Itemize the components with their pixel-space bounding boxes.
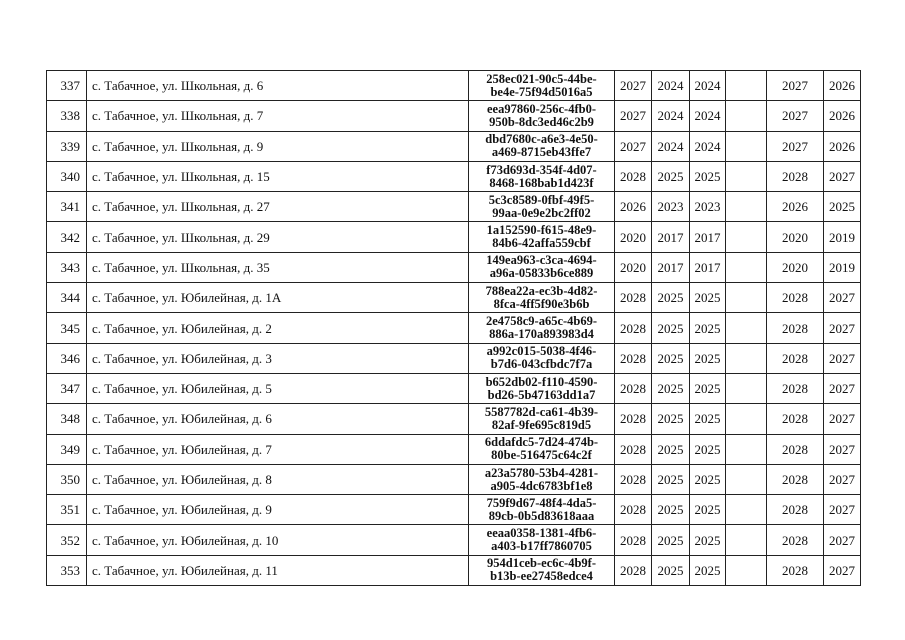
year-cell-4 <box>726 404 767 434</box>
row-number: 350 <box>47 464 87 494</box>
fias-guid-cell <box>469 434 615 464</box>
table-row <box>47 404 861 434</box>
year-cell-6: 2027 <box>824 495 861 525</box>
fias-guid-cell <box>469 252 615 282</box>
year-cell-2: 2025 <box>652 495 690 525</box>
building-registry-table <box>46 70 861 586</box>
year-cell-1: 2028 <box>615 525 652 555</box>
fias-guid-cell <box>469 283 615 313</box>
table-row <box>47 343 861 373</box>
year-cell-5: 2028 <box>767 404 824 434</box>
year-cell-3: 2025 <box>690 343 726 373</box>
year-cell-2: 2024 <box>652 131 690 161</box>
guid-line: 2e4758c9-a65c-4b69- <box>485 314 598 329</box>
year-cell-3: 2025 <box>690 464 726 494</box>
year-cell-5: 2028 <box>767 373 824 403</box>
row-number: 348 <box>47 404 87 434</box>
year-cell-2: 2025 <box>652 373 690 403</box>
fias-guid-cell <box>469 525 615 555</box>
guid-line: 82af-9fe695c819d5 <box>491 417 592 432</box>
year-cell-3: 2025 <box>690 161 726 191</box>
year-cell-3: 2025 <box>690 495 726 525</box>
year-cell-3: 2024 <box>690 71 726 101</box>
year-cell-6: 2027 <box>824 555 861 585</box>
year-cell-1: 2028 <box>615 495 652 525</box>
table-row <box>47 313 861 343</box>
fias-guid-cell <box>469 404 615 434</box>
address-cell: с. Табачное, ул. Школьная, д. 7 <box>87 101 469 131</box>
year-cell-5: 2026 <box>767 192 824 222</box>
guid-line: b7d6-043cfbdc7f7a <box>490 357 593 372</box>
year-cell-1: 2026 <box>615 192 652 222</box>
year-cell-4 <box>726 131 767 161</box>
year-cell-6: 2027 <box>824 313 861 343</box>
row-number: 352 <box>47 525 87 555</box>
year-cell-3: 2025 <box>690 434 726 464</box>
table-row <box>47 373 861 403</box>
guid-line: 954d1ceb-ec6c-4b9f- <box>487 556 596 571</box>
year-cell-3: 2025 <box>690 283 726 313</box>
year-cell-6: 2027 <box>824 404 861 434</box>
guid-line: a23a5780-53b4-4281- <box>484 465 599 480</box>
fias-guid-cell <box>469 161 615 191</box>
year-cell-3: 2023 <box>690 192 726 222</box>
year-cell-4 <box>726 464 767 494</box>
fias-guid-cell <box>469 192 615 222</box>
row-number: 339 <box>47 131 87 161</box>
row-number: 345 <box>47 313 87 343</box>
guid-line: 8468-168bab1d423f <box>489 175 594 190</box>
row-number: 353 <box>47 555 87 585</box>
year-cell-6: 2027 <box>824 373 861 403</box>
year-cell-6: 2027 <box>824 464 861 494</box>
address-cell: с. Табачное, ул. Школьная, д. 9 <box>87 131 469 161</box>
year-cell-4 <box>726 313 767 343</box>
address-cell: с. Табачное, ул. Юбилейная, д. 11 <box>87 555 469 585</box>
guid-line: dbd7680c-a6e3-4e50- <box>485 132 598 147</box>
year-cell-1: 2028 <box>615 161 652 191</box>
fias-guid-cell <box>469 373 615 403</box>
year-cell-6: 2019 <box>824 252 861 282</box>
year-cell-2: 2025 <box>652 525 690 555</box>
year-cell-6: 2025 <box>824 192 861 222</box>
year-cell-5: 2028 <box>767 161 824 191</box>
year-cell-5: 2020 <box>767 252 824 282</box>
fias-guid-cell <box>469 343 615 373</box>
address-cell: с. Табачное, ул. Школьная, д. 35 <box>87 252 469 282</box>
table-row <box>47 434 861 464</box>
table-row <box>47 161 861 191</box>
year-cell-5: 2027 <box>767 131 824 161</box>
row-number: 344 <box>47 283 87 313</box>
year-cell-4 <box>726 252 767 282</box>
year-cell-3: 2017 <box>690 222 726 252</box>
year-cell-3: 2025 <box>690 404 726 434</box>
table-row <box>47 283 861 313</box>
year-cell-4 <box>726 555 767 585</box>
year-cell-1: 2028 <box>615 343 652 373</box>
year-cell-4 <box>726 101 767 131</box>
guid-line: 950b-8dc3ed46c2b9 <box>489 114 594 129</box>
year-cell-4 <box>726 192 767 222</box>
guid-line: f73d693d-354f-4d07- <box>486 162 597 177</box>
year-cell-2: 2025 <box>652 161 690 191</box>
year-cell-2: 2025 <box>652 464 690 494</box>
year-cell-3: 2024 <box>690 131 726 161</box>
year-cell-5: 2020 <box>767 222 824 252</box>
guid-line: be4e-75f94d5016a5 <box>490 84 593 99</box>
address-cell: с. Табачное, ул. Юбилейная, д. 1А <box>87 283 469 313</box>
address-cell: с. Табачное, ул. Школьная, д. 15 <box>87 161 469 191</box>
guid-line: 5c3c8589-0fbf-49f5- <box>488 192 595 207</box>
row-number: 340 <box>47 161 87 191</box>
guid-line: a96a-05833b6ce889 <box>489 266 594 281</box>
row-number: 346 <box>47 343 87 373</box>
fias-guid-cell <box>469 495 615 525</box>
row-number: 349 <box>47 434 87 464</box>
address-cell: с. Табачное, ул. Юбилейная, д. 6 <box>87 404 469 434</box>
year-cell-2: 2025 <box>652 434 690 464</box>
table-row <box>47 222 861 252</box>
year-cell-4 <box>726 525 767 555</box>
year-cell-4 <box>726 434 767 464</box>
year-cell-2: 2025 <box>652 283 690 313</box>
table-body <box>47 71 861 586</box>
year-cell-5: 2028 <box>767 464 824 494</box>
guid-line: 99aa-0e9e2bc2ff02 <box>492 205 591 220</box>
row-number: 342 <box>47 222 87 252</box>
guid-line: 6ddafdc5-7d24-474b- <box>484 435 599 450</box>
year-cell-2: 2025 <box>652 343 690 373</box>
guid-line: 80be-516475c64c2f <box>491 448 592 463</box>
year-cell-5: 2028 <box>767 343 824 373</box>
year-cell-3: 2025 <box>690 313 726 343</box>
year-cell-1: 2027 <box>615 101 652 131</box>
address-cell: с. Табачное, ул. Юбилейная, д. 2 <box>87 313 469 343</box>
address-cell: с. Табачное, ул. Юбилейная, д. 7 <box>87 434 469 464</box>
table-row <box>47 71 861 101</box>
year-cell-4 <box>726 71 767 101</box>
fias-guid-cell <box>469 71 615 101</box>
year-cell-5: 2028 <box>767 434 824 464</box>
year-cell-1: 2028 <box>615 404 652 434</box>
year-cell-6: 2026 <box>824 101 861 131</box>
address-cell: с. Табачное, ул. Юбилейная, д. 8 <box>87 464 469 494</box>
year-cell-1: 2028 <box>615 464 652 494</box>
year-cell-2: 2017 <box>652 222 690 252</box>
table-row <box>47 495 861 525</box>
row-number: 351 <box>47 495 87 525</box>
year-cell-1: 2020 <box>615 222 652 252</box>
address-cell: с. Табачное, ул. Школьная, д. 29 <box>87 222 469 252</box>
table-row <box>47 252 861 282</box>
year-cell-4 <box>726 373 767 403</box>
year-cell-3: 2024 <box>690 101 726 131</box>
guid-line: b13b-ee27458edce4 <box>490 569 593 584</box>
year-cell-2: 2025 <box>652 555 690 585</box>
year-cell-4 <box>726 495 767 525</box>
year-cell-1: 2028 <box>615 555 652 585</box>
year-cell-6: 2026 <box>824 131 861 161</box>
year-cell-4 <box>726 343 767 373</box>
table-row <box>47 192 861 222</box>
year-cell-1: 2028 <box>615 434 652 464</box>
guid-line: 89cb-0b5d83618aaa <box>488 508 595 523</box>
guid-line: 8fca-4ff5f90e3b6b <box>493 296 590 311</box>
guid-line: 1a152590-f615-48e9- <box>486 223 597 238</box>
table-row <box>47 131 861 161</box>
year-cell-4 <box>726 222 767 252</box>
year-cell-1: 2028 <box>615 313 652 343</box>
fias-guid-cell <box>469 555 615 585</box>
guid-line: a403-b17ff7860705 <box>491 539 592 554</box>
year-cell-2: 2024 <box>652 101 690 131</box>
year-cell-3: 2025 <box>690 555 726 585</box>
fias-guid-cell <box>469 222 615 252</box>
fias-guid-cell <box>469 131 615 161</box>
table-row <box>47 525 861 555</box>
address-cell: с. Табачное, ул. Школьная, д. 27 <box>87 192 469 222</box>
guid-line: a992c015-5038-4f46- <box>486 344 597 359</box>
year-cell-5: 2028 <box>767 525 824 555</box>
row-number: 347 <box>47 373 87 403</box>
year-cell-6: 2027 <box>824 283 861 313</box>
guid-line: bd26-5b47163dd1a7 <box>487 387 596 402</box>
year-cell-6: 2027 <box>824 343 861 373</box>
year-cell-6: 2026 <box>824 71 861 101</box>
year-cell-5: 2027 <box>767 101 824 131</box>
year-cell-6: 2027 <box>824 525 861 555</box>
fias-guid-cell <box>469 464 615 494</box>
year-cell-2: 2017 <box>652 252 690 282</box>
year-cell-3: 2017 <box>690 252 726 282</box>
year-cell-1: 2020 <box>615 252 652 282</box>
year-cell-1: 2028 <box>615 283 652 313</box>
table-row <box>47 101 861 131</box>
address-cell: с. Табачное, ул. Юбилейная, д. 10 <box>87 525 469 555</box>
guid-line: a905-4dc6783bf1e8 <box>490 478 593 493</box>
fias-guid-cell <box>469 101 615 131</box>
address-cell: с. Табачное, ул. Юбилейная, д. 9 <box>87 495 469 525</box>
guid-line: 258ec021-90c5-44be- <box>486 71 597 86</box>
table-row <box>47 464 861 494</box>
year-cell-3: 2025 <box>690 373 726 403</box>
fias-guid-cell <box>469 313 615 343</box>
guid-line: 759f9d67-48f4-4da5- <box>486 495 597 510</box>
year-cell-1: 2027 <box>615 71 652 101</box>
guid-line: eeaa0358-1381-4fb6- <box>486 526 597 541</box>
year-cell-2: 2023 <box>652 192 690 222</box>
guid-line: 886a-170a893983d4 <box>489 327 594 342</box>
guid-line: a469-8715eb43ffe7 <box>491 145 592 160</box>
row-number: 338 <box>47 101 87 131</box>
year-cell-6: 2027 <box>824 434 861 464</box>
row-number: 343 <box>47 252 87 282</box>
year-cell-5: 2027 <box>767 71 824 101</box>
year-cell-3: 2025 <box>690 525 726 555</box>
guid-line: 149ea963-c3ca-4694- <box>486 253 597 268</box>
year-cell-5: 2028 <box>767 495 824 525</box>
address-cell: с. Табачное, ул. Юбилейная, д. 3 <box>87 343 469 373</box>
guid-line: b652db02-f110-4590- <box>485 374 598 389</box>
year-cell-1: 2028 <box>615 373 652 403</box>
year-cell-2: 2024 <box>652 71 690 101</box>
year-cell-6: 2027 <box>824 161 861 191</box>
row-number: 337 <box>47 71 87 101</box>
year-cell-4 <box>726 283 767 313</box>
guid-line: eea97860-256c-4fb0- <box>487 101 596 116</box>
year-cell-2: 2025 <box>652 404 690 434</box>
guid-line: 84b6-42affa559cbf <box>492 236 591 251</box>
guid-line: 5587782d-ca61-4b39- <box>484 404 599 419</box>
table-row <box>47 555 861 585</box>
year-cell-1: 2027 <box>615 131 652 161</box>
year-cell-5: 2028 <box>767 555 824 585</box>
address-cell: с. Табачное, ул. Школьная, д. 6 <box>87 71 469 101</box>
year-cell-2: 2025 <box>652 313 690 343</box>
year-cell-4 <box>726 161 767 191</box>
address-cell: с. Табачное, ул. Юбилейная, д. 5 <box>87 373 469 403</box>
year-cell-6: 2019 <box>824 222 861 252</box>
year-cell-5: 2028 <box>767 313 824 343</box>
year-cell-5: 2028 <box>767 283 824 313</box>
row-number: 341 <box>47 192 87 222</box>
guid-line: 788ea22a-ec3b-4d82- <box>485 283 598 298</box>
